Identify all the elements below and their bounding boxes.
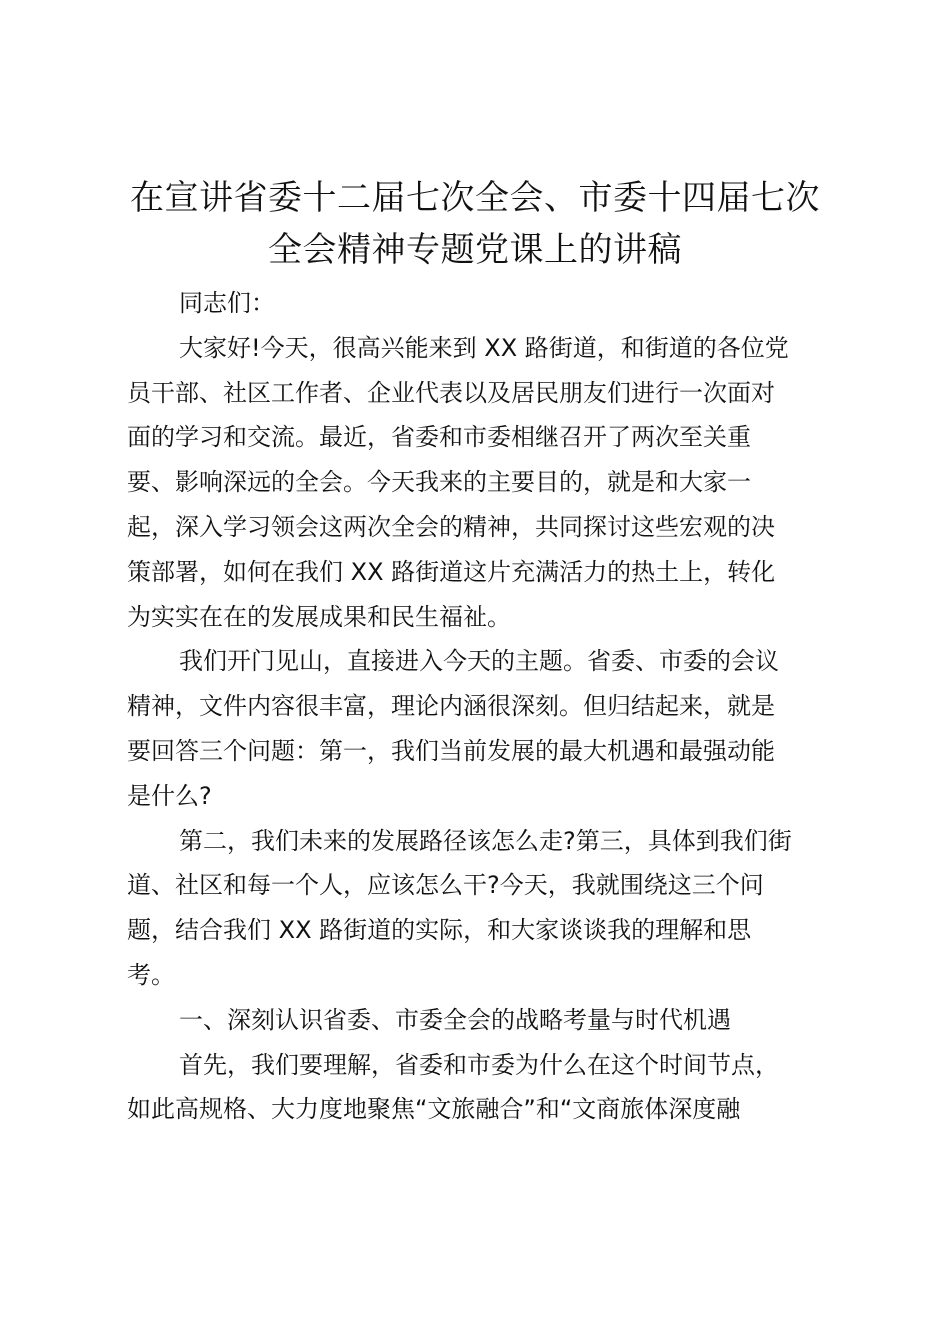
text-line: 策部署，如何在我们 XX 路街道这片充满活力的热土上，转化	[127, 557, 776, 586]
paragraph-questions	[127, 819, 827, 998]
text-line: 一、深刻认识省委、市委全会的战略考量与时代机遇	[179, 1005, 731, 1034]
paragraph-first	[127, 1043, 827, 1133]
section-heading	[127, 998, 827, 1043]
text-line: 面的学习和交流。最近，省委和市委相继召开了两次至关重	[127, 423, 751, 452]
paragraph-intro	[127, 326, 827, 640]
paragraph-theme	[127, 639, 827, 818]
text-line: 道、社区和每一个人，应该怎么干?今天，我就围绕这三个问	[127, 871, 764, 900]
text-line: 要、影响深远的全会。今天我来的主要目的，就是和大家一	[127, 468, 751, 497]
text-line: 题，结合我们 XX 路街道的实际，和大家谈谈我的理解和思	[127, 916, 752, 945]
title-line: 全会精神专题党课上的讲稿	[268, 230, 682, 270]
text-line: 精神，文件内容很丰富，理论内涵很深刻。但归结起来，就是	[127, 692, 775, 721]
salutation	[127, 281, 827, 326]
document-body	[127, 281, 827, 1132]
text-line: 同志们：	[179, 289, 275, 317]
text-line: 考。	[127, 960, 175, 989]
text-line: 员干部、社区工作者、企业代表以及居民朋友们进行一次面对	[127, 378, 775, 407]
title-line: 在宣讲省委十二届七次全会、市委十四届七次	[130, 178, 820, 218]
text-line: 是什么?	[127, 781, 212, 810]
text-line: 起，深入学习领会这两次全会的精神，共同探讨这些宏观的决	[127, 512, 775, 541]
text-line: 为实实在在的发展成果和民生福祉。	[127, 602, 511, 631]
text-line: 首先，我们要理解，省委和市委为什么在这个时间节点，	[179, 1050, 779, 1079]
text-line: 第二，我们未来的发展路径该怎么走?第三，具体到我们街	[179, 826, 792, 855]
text-line: 大家好!今天，很高兴能来到 XX 路街道，和街道的各位党	[179, 333, 789, 362]
text-line: 如此高规格、大力度地聚焦“文旅融合”和“文商旅体深度融	[127, 1095, 741, 1124]
text-line: 要回答三个问题：第一，我们当前发展的最大机遇和最强动能	[127, 736, 775, 765]
text-line: 我们开门见山，直接进入今天的主题。省委、市委的会议	[179, 647, 779, 676]
document-title	[120, 172, 830, 276]
